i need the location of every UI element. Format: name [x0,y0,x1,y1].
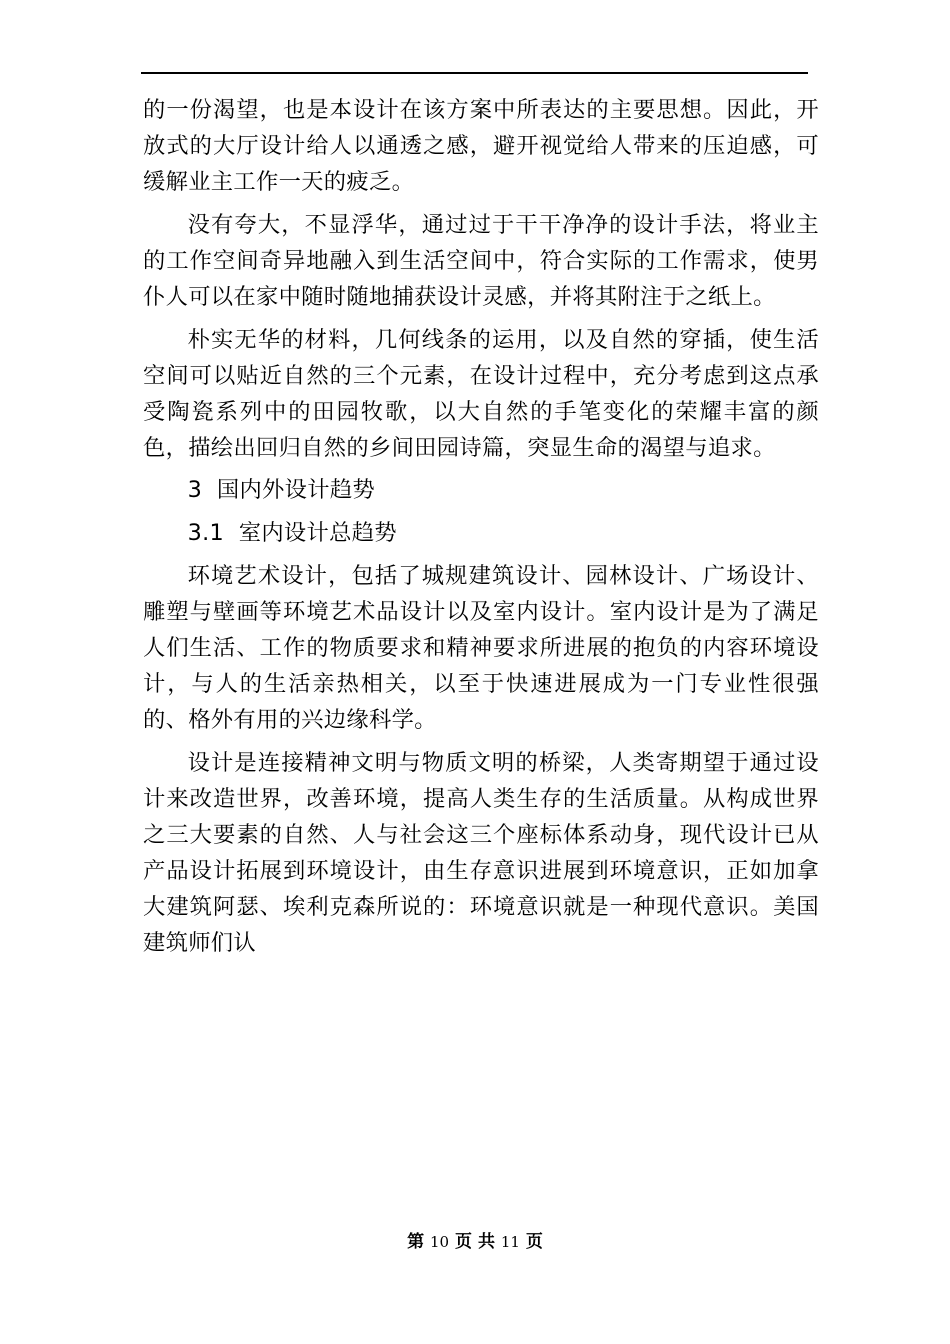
paragraph: 没有夸大，不显浮华，通过过于干干净净的设计手法，将业主的工作空间奇异地融入到生活空间中，符合实际的工作需求，使男仆人可以在家中随时随地捕获设计灵感，并将其附注于之纸上。 [143,211,819,310]
footer-current-page: 10 [430,1233,450,1251]
section-heading-3: 3 国内外设计趋势 [187,477,376,504]
header-rule [141,72,808,74]
footer-middle: 页 共 [455,1232,495,1252]
paragraph: 环境艺术设计，包括了城规建筑设计、园林设计、广场设计、雕塑与壁画等环境艺术品设计以及室内设计。室内设计是为了满足人们生活、工作的物质要求和精神要求所进展的抱负的内容环境设计，与人的生活亲热相关，以至于快速进展成为一门专业性很强的、格外有用的兴边缘科学。 [143,562,819,733]
footer-total-pages: 11 [500,1233,520,1251]
paragraph: 朴实无华的材料，几何线条的运用，以及自然的穿插，使生活空间可以贴近自然的三个元素，在设计过程中，充分考虑到这点承受陶瓷系列中的田园牧歌，以大自然的手笔变化的荣耀丰富的颜色，描绘出回归自然的乡间田园诗篇，突显生命的渴望与追求。 [143,326,819,461]
section-heading-3-1: 3.1 室内设计总趋势 [187,520,397,547]
footer-suffix: 页 [525,1232,543,1252]
page-footer [0,1230,950,1254]
paragraph: 设计是连接精神文明与物质文明的桥梁，人类寄期望于通过设计来改造世界，改善环境，提高人类生存的生活质量。从构成世界之三大要素的自然、人与社会这三个座标体系动身，现代设计已从产品设计拓展到环境设计，由生存意识进展到环境意识，正如加拿大建筑阿瑟、埃利克森所说的：环境意识就是一种现代意识。美国建筑师们认 [143,749,819,957]
body-text [143,92,819,968]
footer-prefix: 第 [407,1232,425,1252]
paragraph-continuation: 的一份渴望，也是本设计在该方案中所表达的主要思想。因此，开放式的大厅设计给人以通透之感，避开视觉给人带来的压迫感，可缓解业主工作一天的疲乏。 [143,97,819,196]
